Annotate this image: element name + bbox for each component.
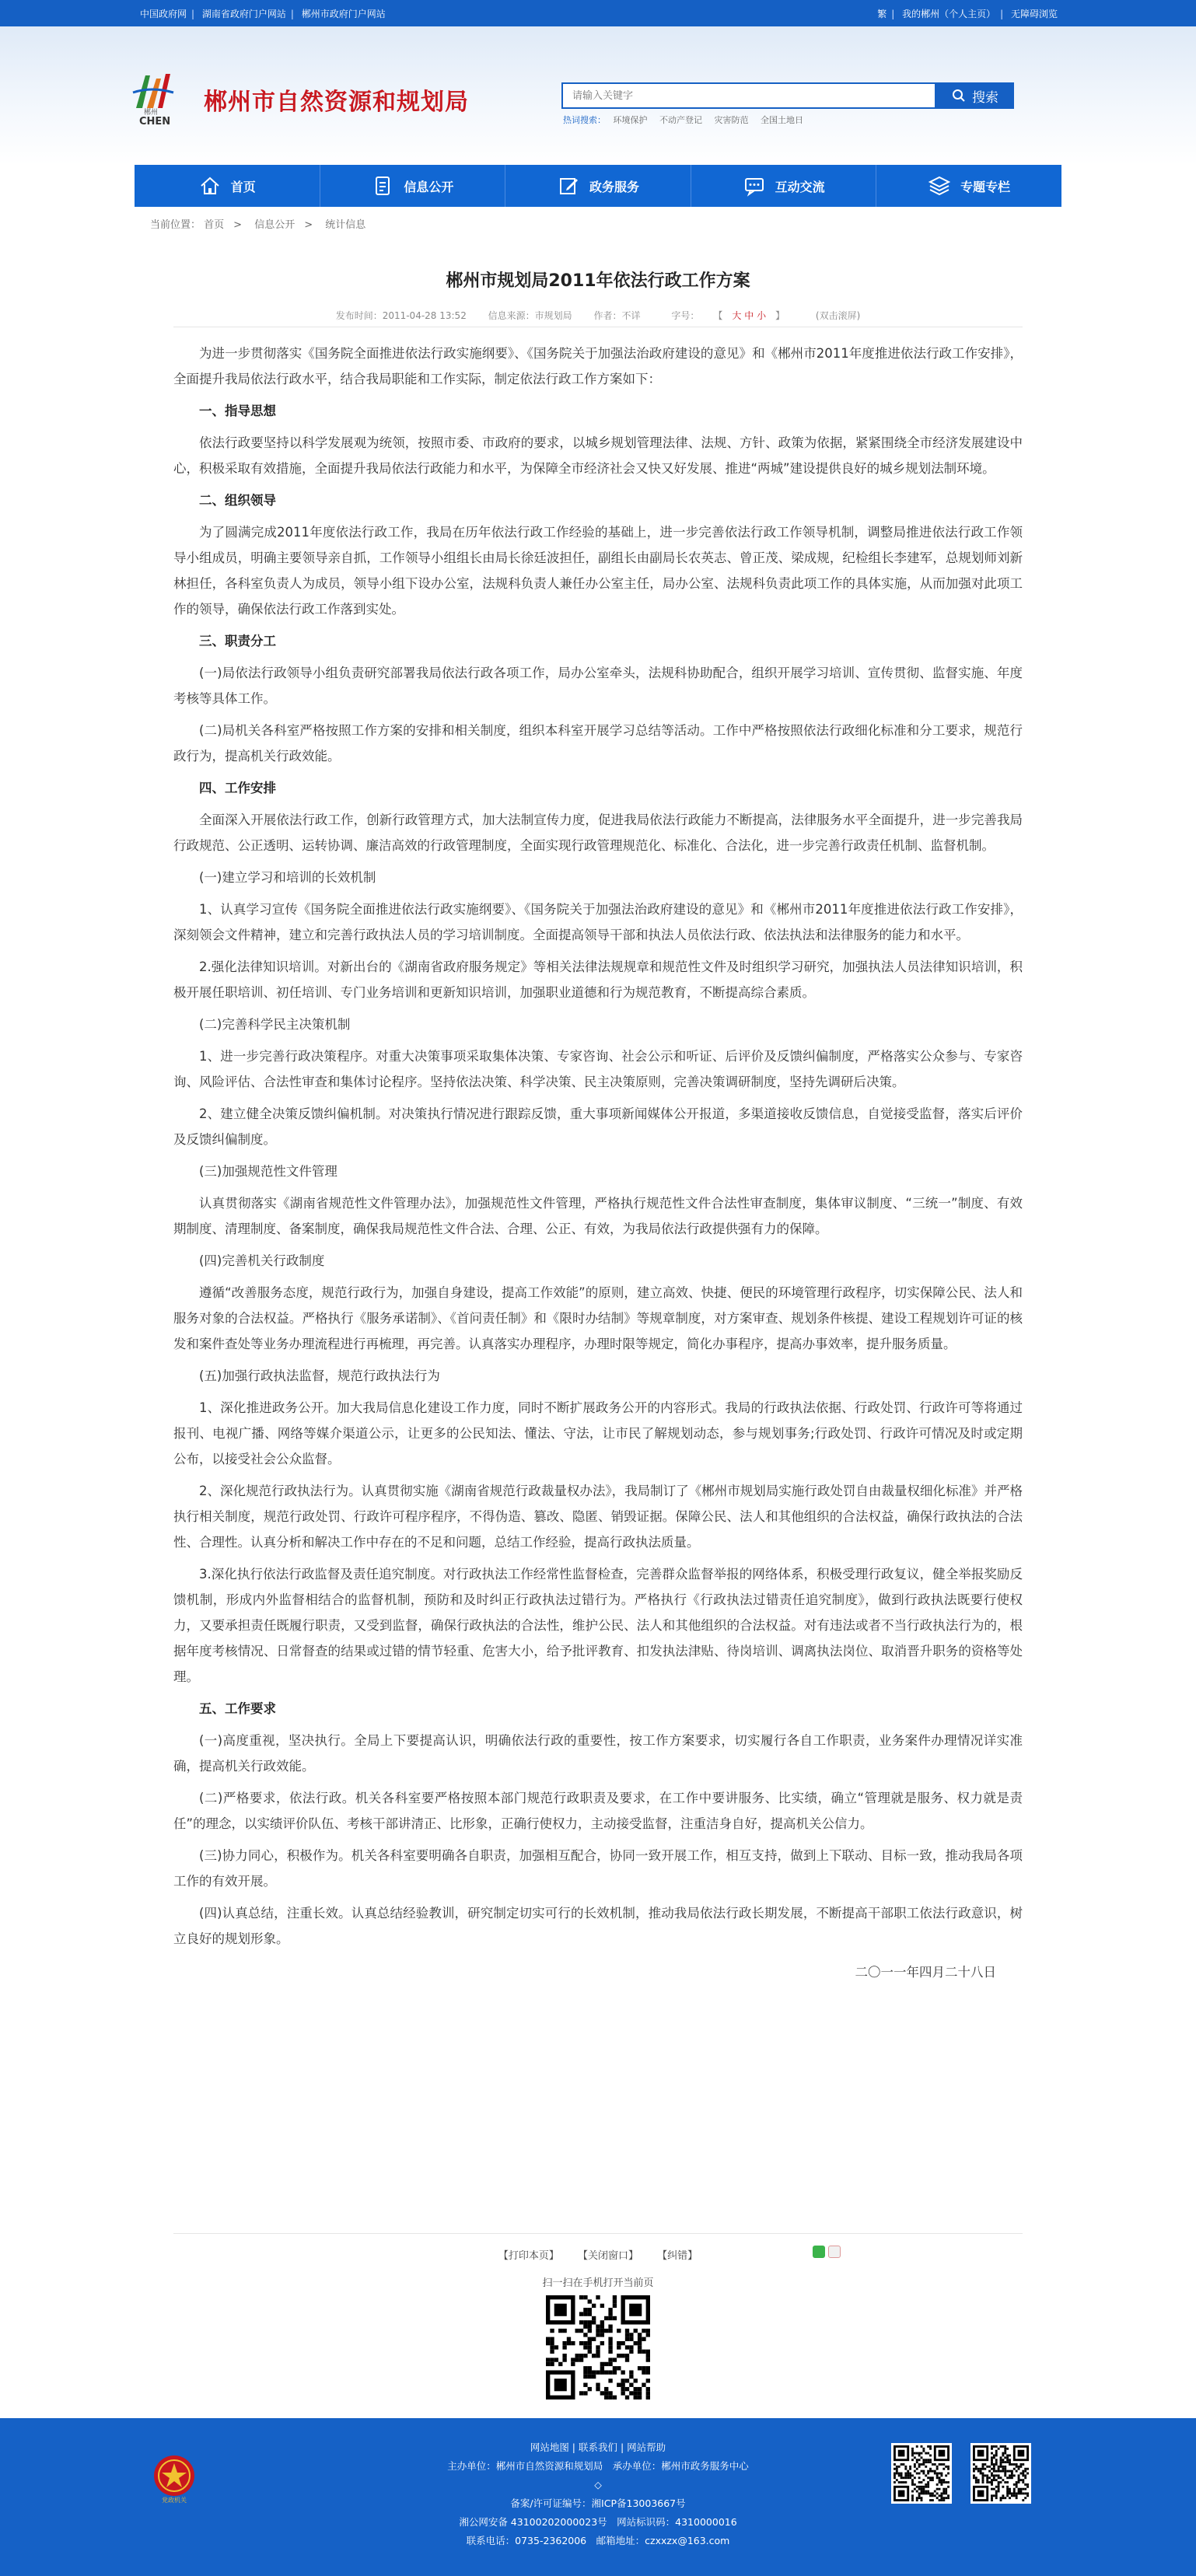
nav-label: 互动交流 <box>775 179 825 194</box>
chat-icon <box>743 174 766 197</box>
hot-word[interactable]: 环境保护 <box>613 115 648 125</box>
nav-special[interactable] <box>876 165 1061 207</box>
nav-gov-service[interactable] <box>505 165 691 207</box>
breadcrumb-stats[interactable]: 统计信息 <box>325 219 366 231</box>
nav-home[interactable] <box>135 165 320 207</box>
font-size-small[interactable]: 小 <box>757 310 767 321</box>
share-buttons <box>813 2246 841 2258</box>
hot-label: 热词搜索： <box>563 115 606 125</box>
header <box>0 26 1196 165</box>
error-report-button[interactable]: 【纠错】 <box>657 2250 698 2262</box>
nav-label: 政务服务 <box>589 179 639 194</box>
search-icon <box>952 89 966 103</box>
section-heading: 一、指导思想 <box>199 404 276 418</box>
article-meta <box>0 309 1196 322</box>
footer <box>0 2418 1196 2576</box>
print-button[interactable]: 【打印本页】 <box>498 2250 559 2262</box>
paragraph: (三)协力同心，积极作为。机关各科室要明确各自职责，加强相互配合，协同一致开展工作，相互支持，做到上下联动、目标一致，推动我局各项工作的有效开展。 <box>173 1848 1023 1889</box>
main-nav <box>135 165 1061 207</box>
paragraph: 2.强化法律知识培训。对新出台的《湖南省政府服务规定》等相关法律法规规章和规范性文件及时组织学习研究，加强执法人员法律知识培训，积极开展任职培训、初任培训、专门业务培训和更新知识培训，加强职业道德和行为规范教育，不断提高综合素质。 <box>173 959 1023 1000</box>
paragraph: 遵循“改善服务态度，规范行政行为，加强自身建设，提高工作效能”的原则，建立高效、快捷、便民的环境管理行政程序，切实保障公民、法人和服务对象的合法权益。严格执行《服务承诺制》、《首问责任制》和《限时办结制》等规章制度，对方案审查、规划条件核提、建设工程规划许可证的核发和案件查处等业务办理流程进行再梳理，再完善。认真落实办理程序，办理时限等规定，简化办事程序，提高办事效率，提升服务质量。 <box>173 1285 1023 1351</box>
paragraph: (二)严格要求，依法行政。机关各科室要严格按照本部门规范行政职责及要求，在工作中要讲服务、比实绩，确立“管理就是服务、权力就是责任”的理念，以实绩评价队伍、考核干部讲清正、比形象，正确行使权力，主动接受监督，注重洁身自好，提高机关公信力。 <box>173 1791 1023 1831</box>
section-heading: 四、工作安排 <box>199 781 276 795</box>
paragraph: (二)局机关各科室严格按照工作方案的安排和相关制度，组织本科室开展学习总结等活动。工作中严格按照依法行政细化标准和分工要求，规范行政行为，提高机关行政效能。 <box>173 723 1023 764</box>
my-chenzhou-link[interactable]: 我的郴州（个人主页） <box>902 8 996 19</box>
app-qr-code <box>970 2443 1031 2504</box>
article-content <box>173 341 1023 1991</box>
divider <box>173 2233 1023 2234</box>
paragraph: (四)认真总结，注重长效。认真总结经验教训，研究制定切实可行的长效机制，推动我局依法行政长期发展，不断提高干部职工依法行政意识，树立良好的规划形象。 <box>173 1906 1023 1946</box>
footer-contact: 联系电话：0735-2362006 邮箱地址：czxxzx@163.com <box>466 2535 730 2546</box>
link-hunan-gov[interactable]: 湖南省政府门户网站 <box>201 8 286 19</box>
paragraph: 1、深化推进政务公开。加大我局信息化建设工作力度，同时不断扩展政务公开的内容形式。我局的行政执法依据、行政处罚、行政许可等将通过报刊、电视广播、网络等媒介渠道公示，让更多的公民知法、懂法、守法，让市民了解规划动态，参与规划事务;行政处罚、行政许可情况及时或定期公布，以接受社会公众监督。 <box>173 1400 1023 1466</box>
subsection-heading: (一)建立学习和培训的长效机制 <box>199 870 376 885</box>
site-logo[interactable] <box>128 69 198 128</box>
weibo-share-icon[interactable] <box>828 2246 841 2258</box>
paragraph: 1、认真学习宣传《国务院全面推进依法行政实施纲要》、《国务院关于加强法治政府建设的意见》和《郴州市2011年度推进依法行政工作安排》，深刻领会文件精神，建立和完善行政执法人员的学习培训制度。全面提高领导干部和执法人员依法行政、依法执法和法律服务的能力和水平。 <box>173 902 1023 942</box>
article-date: 二〇一一年四月二十八日 <box>855 1965 996 1980</box>
paragraph: 认真贯彻落实《湖南省规范性文件管理办法》，加强规范性文件管理，严格执行规范性文件合法性审查制度，集体审议制度、“三统一”制度、有效期制度、清理制度、备案制度，确保我局规范性文件合法、合理、公正、有效，为我局依法行政提供强有力的保障。 <box>173 1196 1023 1236</box>
hot-word[interactable]: 不动产登记 <box>659 115 702 125</box>
layers-icon <box>928 174 951 197</box>
traditional-toggle[interactable]: 繁 <box>877 8 887 19</box>
site-title: 郴州市自然资源和规划局 <box>204 89 469 116</box>
top-links: 中国政府网 | 湖南省政府门户网站 | 郴州市政府门户网站 <box>140 8 386 19</box>
paragraph: 3.深化执行依法行政监督及责任追究制度。对行政执法工作经常性监督检查，完善群众监督举报的网络体系，积极受理行政复议，健全举报奖励反馈机制，形成内外监督相结合的监督机制，预防和及时纠正行政执法过错行为。严格执行《行政执法过错责任追究制度》，做到行政执法既要行使权力，又要承担责任既履行职责，又受到监督，确保行政执法的合法性，维护公民、法人和其他组织的合法权益。对有违法或者不当行政执法行为的，根据年度考核情况、日常督查的结果或过错的情节轻重、危害大小，给予批评教育、扣发执法津贴、待岗培训、调离执法岗位、取消晋升职务的资格等处理。 <box>173 1567 1023 1684</box>
section-heading: 二、组织领导 <box>199 493 276 508</box>
font-size-medium[interactable]: 中 <box>744 310 754 321</box>
link-chenzhou-gov[interactable]: 郴州市政府门户网站 <box>301 8 386 19</box>
close-window-button[interactable]: 【关闭窗口】 <box>577 2250 638 2262</box>
font-size-control: 字号： 【 大 中 小 】 <box>671 310 785 321</box>
paragraph: 1、进一步完善行政决策程序。对重大决策事项采取集体决策、专家咨询、社会公示和听证、后评价及反馈纠偏制度，严格落实公众参与、专家咨询、风险评估、合法性审查和集体讨论程序。坚持依法决策、科学决策、民主决策原则，完善决策调研制度，坚持先调研后决策。 <box>173 1049 1023 1089</box>
emblem-text: 党政机关 <box>162 2497 187 2504</box>
paragraph: 全面深入开展依法行政工作，创新行政管理方式，加大法制宣传力度，促进我局依法行政能力不断提高，法律服务水平全面提升，进一步完善我局行政规范、公正透明、运转协调、廉洁高效的行政管理制度，全面实现行政管理规范化、标准化、合法化，进一步完善行政责任机制、监督机制。 <box>173 813 1023 853</box>
footer-icp[interactable]: 备案/许可证编号：湘ICP备13003667号 <box>510 2497 686 2509</box>
footer-police[interactable]: 湘公网安备 43100202000023号 网站标识码：4310000016 <box>459 2516 737 2528</box>
breadcrumb: 当前位置： 首页 > 信息公开 > 统计信息 <box>150 219 366 231</box>
nav-label: 专题专栏 <box>960 179 1011 194</box>
hot-word[interactable]: 全国土地日 <box>761 115 803 125</box>
paragraph: 2、深化规范行政执法行为。认真贯彻实施《湖南省规范行政裁量权办法》，我局制订了《郴州市规划局实施行政处罚自由裁量权细化标准》并严格执行相关制度，规范行政处罚、行政许可程序程序，不得伪造、篡改、隐匿、销毁证据。保障公民、法人和其他组织的合法权益，确保行政执法的合法性、合理性。认真分析和解决工作中存在的不足和问题，总结工作经验，提高行政执法质量。 <box>173 1484 1023 1550</box>
article-title: 郴州市规划局2011年依法行政工作方案 <box>446 271 750 291</box>
article-tools <box>0 2247 1196 2262</box>
breadcrumb-info[interactable]: 信息公开 <box>254 219 296 231</box>
paragraph: 为了圆满完成2011年度依法行政工作，我局在历年依法行政工作经验的基础上，进一步完善依法行政工作领导机制，调整局推进依法行政工作领导小组成员，明确主要领导亲自抓，工作领导小组组长由局长徐廷波担任，副组长由副局长农英志、曾正茂、梁成规，纪检组长李建军，总规划师刘新林担任，各科室负责人为成员，领导小组下设办公室，法规科负责人兼任办公室主任，局办公室、法规科负责此项工作的具体实施，从而加强对此项工作的领导，确保依法行政工作落到实处。 <box>173 525 1023 617</box>
search-button[interactable] <box>936 82 1014 109</box>
nav-label: 信息公开 <box>404 179 454 194</box>
subsection-heading: (三)加强规范性文件管理 <box>199 1164 337 1179</box>
edit-icon <box>557 174 580 197</box>
search-input[interactable] <box>561 82 936 109</box>
paragraph: 为进一步贯彻落实《国务院全面推进依法行政实施纲要》、《国务院关于加强法治政府建设的意见》和《郴州市2011年度推进依法行政工作安排》，全面提升我局依法行政水平，结合我局职能和工作实际，制定依法行政工作方案如下： <box>173 346 1023 386</box>
nav-info-public[interactable] <box>320 165 506 207</box>
breadcrumb-label: 当前位置： <box>150 219 201 231</box>
nav-label: 首页 <box>230 179 256 194</box>
publish-time: 发布时间：2011-04-28 13:52 <box>335 310 467 321</box>
info-source: 信息来源：市规划局 <box>488 310 572 321</box>
section-heading: 三、职责分工 <box>199 634 276 648</box>
wechat-qr-code <box>891 2443 952 2504</box>
paragraph: 2、建立健全决策反馈纠偏机制。对决策执行情况进行跟踪反馈，重大事项新闻媒体公开报道，多渠道接收反馈信息，自觉接受监督，落实后评价及反馈纠偏制度。 <box>173 1106 1023 1147</box>
home-icon <box>198 174 222 197</box>
link-gov-cn[interactable]: 中国政府网 <box>140 8 187 19</box>
subsection-heading: (四)完善机关行政制度 <box>199 1253 325 1268</box>
logo-sub-text: 郴州 <box>144 109 159 117</box>
footer-links[interactable]: 网站地图 | 联系我们 | 网站帮助 <box>530 2441 666 2453</box>
wechat-share-icon[interactable] <box>813 2246 825 2258</box>
font-size-large[interactable]: 大 <box>732 310 742 321</box>
top-bar <box>0 0 1196 26</box>
paragraph: 依法行政要坚持以科学发展观为统领，按照市委、市政府的要求，以城乡规划管理法律、法规、方针、政策为依据，紧紧围绕全市经济发展建设中心，积极采取有效措施，全面提升我局依法行政能力和水平，为保障全市经济社会又快又好发展、推进“两城”建设提供良好的城乡规划法制环境。 <box>173 435 1023 476</box>
nav-interaction[interactable] <box>691 165 877 207</box>
page-qr-code <box>546 2295 650 2399</box>
subsection-heading: (五)加强行政执法监督，规范行政执法行为 <box>199 1368 440 1383</box>
double-click-scroll[interactable]: (双击滚屏) <box>815 310 861 321</box>
accessibility-link[interactable]: 无障碍浏览 <box>1010 8 1058 19</box>
qr-caption: 扫一扫在手机打开当前页 <box>542 2277 654 2289</box>
top-right-links: 繁 | 我的郴州（个人主页） | 无障碍浏览 <box>877 8 1058 19</box>
footer-host: 主办单位：郴州市自然资源和规划局 承办单位：郴州市政务服务中心 <box>447 2460 749 2472</box>
hot-word[interactable]: 灾害防范 <box>714 115 749 125</box>
author: 作者：不详 <box>593 310 641 321</box>
section-heading: 五、工作要求 <box>199 1701 276 1716</box>
document-icon <box>371 174 394 197</box>
logo-text: CHEN <box>139 116 171 128</box>
subsection-heading: (二)完善科学民主决策机制 <box>199 1017 351 1032</box>
paragraph: (一)高度重视，坚决执行。全局上下要提高认识，明确依法行政的重要性，按工作方案要求，切实履行各自工作职责，业务案件办理情况详实准确，提高机关行政效能。 <box>173 1733 1023 1774</box>
hot-words <box>563 114 813 126</box>
paragraph: (一)局依法行政领导小组负责研究部署我局依法行政各项工作，局办公室牵头，法规科协助配合，组织开展学习培训、宣传贯彻、监督实施、年度考核等具体工作。 <box>173 666 1023 706</box>
footer-spacer: ◇ <box>594 2479 602 2490</box>
breadcrumb-home[interactable]: 首页 <box>204 219 225 231</box>
search-button-label: 搜索 <box>972 89 998 106</box>
